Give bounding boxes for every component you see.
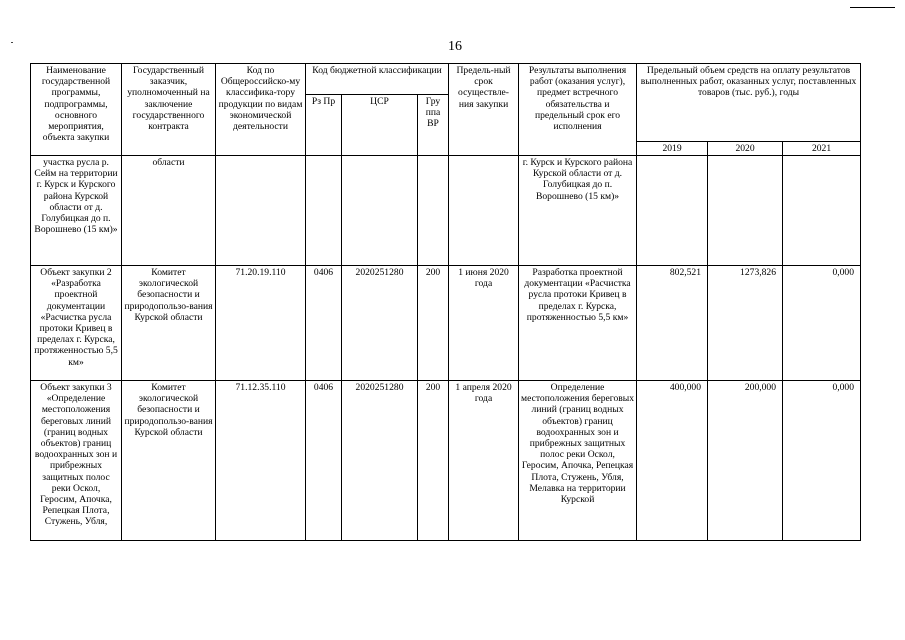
header-name: Наименование государственной программы, подпрограммы, основного мероприятия, объекта закупки (31, 64, 122, 156)
cell-rzpr: 0406 (306, 381, 342, 541)
cell-2021: 0,000 (783, 381, 861, 541)
cell-name: Объект закупки 3 «Определение местоположения береговых линий (границ водных объектов) границ водоохранных зон и прибрежных защитных полос реки Оскол, Геросим, Апочка, Репецкая Плота, Стужень, Убля, (31, 381, 122, 541)
header-rzpr: Рз Пр (306, 95, 342, 156)
cell-2020: 1273,826 (708, 266, 783, 381)
cell-name: Объект закупки 2 «Разработка проектной документации «Расчистка русла протоки Кривец в пределах г. Курска, протяженностью 5,5 км» (31, 266, 122, 381)
header-customer: Государственный заказчик, уполномоченный на заключение государственного контракта (122, 64, 216, 156)
cell-deadline: 1 апреля 2020 года (449, 381, 519, 541)
cell-okpd: 71.20.19.110 (216, 266, 306, 381)
top-rule (850, 7, 895, 8)
margin-mark (11, 42, 13, 43)
cell-customer: Комитет экологической безопасности и природопользо-вания Курской области (122, 381, 216, 541)
page-number: 16 (448, 39, 462, 54)
cell-vr (418, 156, 449, 266)
cell-deadline (449, 156, 519, 266)
table-row (31, 266, 861, 381)
cell-2019: 400,000 (637, 381, 708, 541)
header-deadline: Предель-ный срок осуществле-ния закупки (449, 64, 519, 156)
header-okpd: Код по Общероссийско-му классифика-тору продукции по видам экономической деятельности (216, 64, 306, 156)
cell-rzpr: 0406 (306, 266, 342, 381)
cell-csr: 2020251280 (342, 381, 418, 541)
cell-deadline: 1 июня 2020 года (449, 266, 519, 381)
cell-results: г. Курск и Курского района Курской области от д. Голубицкая до п. Ворошнево (15 км)» (519, 156, 637, 266)
cell-csr (342, 156, 418, 266)
header-csr: ЦСР (342, 95, 418, 156)
header-year-2019: 2019 (637, 141, 708, 155)
cell-2021 (783, 156, 861, 266)
cell-rzpr (306, 156, 342, 266)
cell-2019: 802,521 (637, 266, 708, 381)
header-year-2020: 2020 (708, 141, 783, 155)
cell-2020 (708, 156, 783, 266)
header-limit: Предельный объем средств на оплату результатов выполненных работ, оказанных услуг, поставленных товаров (тыс. руб.), годы (637, 64, 861, 142)
cell-2020: 200,000 (708, 381, 783, 541)
table-row (31, 156, 861, 266)
procurement-table (30, 63, 861, 541)
header-row (31, 64, 861, 95)
cell-vr: 200 (418, 266, 449, 381)
header-year-2021: 2021 (783, 141, 861, 155)
cell-customer: области (122, 156, 216, 266)
cell-results: Разработка проектной документации «Расчистка русла протоки Кривец в пределах г. Курска, протяженностью 5,5 км» (519, 266, 637, 381)
cell-okpd: 71.12.35.110 (216, 381, 306, 541)
header-vr: Гру ппа ВР (418, 95, 449, 156)
header-results: Результаты выполнения работ (оказания услуг), предмет встречного обязательства и предельный срок его исполнения (519, 64, 637, 156)
cell-customer: Комитет экологической безопасности и природопользо-вания Курской области (122, 266, 216, 381)
table-row (31, 381, 861, 541)
cell-vr: 200 (418, 381, 449, 541)
cell-name: участка русла р. Сейм на территории г. Курск и Курского района Курской области от д. Голубицкая до п. Ворошнево (15 км)» (31, 156, 122, 266)
cell-results: Определение местоположения береговых линий (границ водных объектов) границ водоохранных зон и прибрежных защитных полос реки Оскол, Геросим, Апочка, Репецкая Плота, Стужень, Убля, Мелавка на территории Курской (519, 381, 637, 541)
cell-csr: 2020251280 (342, 266, 418, 381)
cell-2019 (637, 156, 708, 266)
header-budget-code: Код бюджетной классификации (306, 64, 449, 95)
cell-2021: 0,000 (783, 266, 861, 381)
cell-okpd (216, 156, 306, 266)
